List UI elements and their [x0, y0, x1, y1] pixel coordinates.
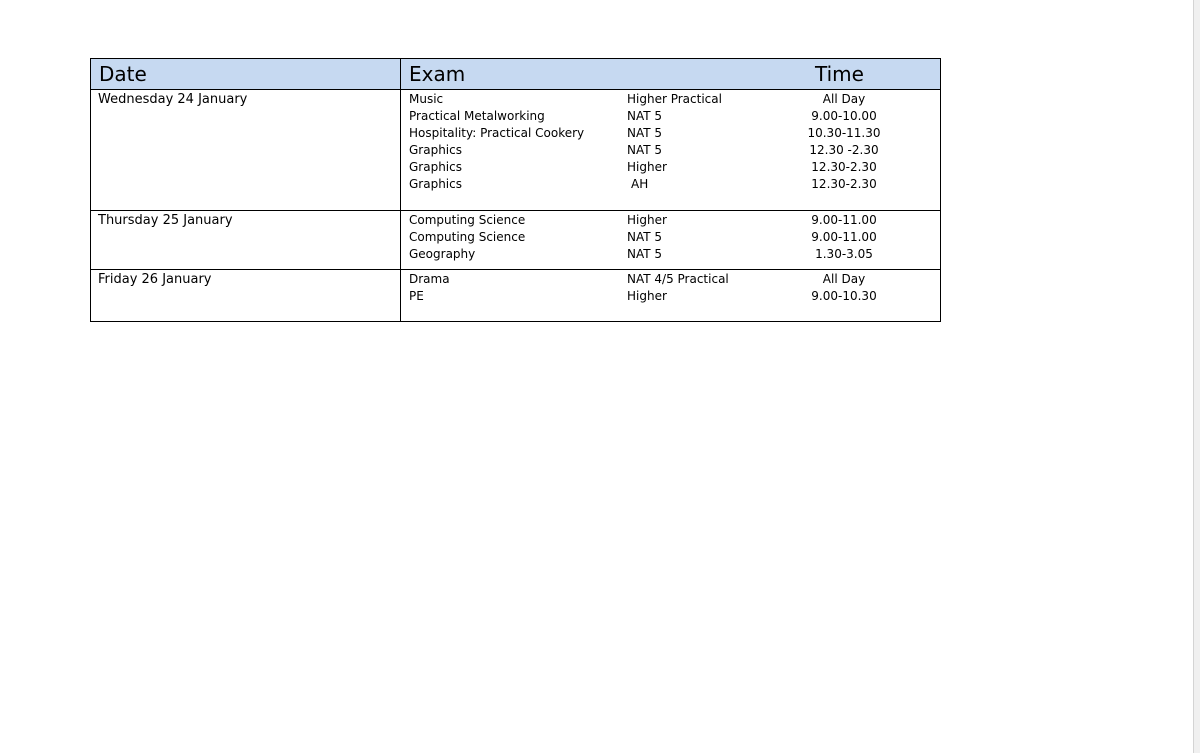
exam-subject: Computing Science [409, 230, 526, 244]
exam-level: NAT 5 [627, 126, 663, 140]
exam-level: AH [631, 177, 649, 191]
exam-time: 9.00-10.30 [811, 289, 877, 303]
exam-subject: Music [409, 92, 444, 106]
exam-time: 12.30 -2.30 [809, 143, 879, 157]
header-exam: Exam [409, 62, 466, 86]
exam-time: 9.00-11.00 [811, 230, 877, 244]
exam-level: NAT 5 [627, 247, 663, 261]
exam-line [401, 159, 940, 176]
exam-line [401, 271, 940, 288]
exam-subject: Geography [409, 247, 476, 261]
exam-time: 1.30-3.05 [815, 247, 873, 261]
table-row [91, 90, 941, 211]
date-cell: Thursday 25 January [91, 211, 401, 270]
exam-level: NAT 5 [627, 109, 663, 123]
exam-time: All Day [822, 92, 866, 106]
exam-line [401, 246, 940, 263]
exam-line [401, 108, 940, 125]
exam-line [401, 176, 940, 193]
exam-subject: Hospitality: Practical Cookery [409, 126, 585, 140]
exam-time: All Day [822, 272, 866, 286]
exam-subject: Computing Science [409, 213, 526, 227]
exam-time: 12.30-2.30 [811, 177, 877, 191]
exam-subject: Graphics [409, 160, 462, 174]
exam-level: Higher [627, 289, 667, 303]
exam-line [401, 229, 940, 246]
exam-subject: Drama [409, 272, 450, 286]
exam-line [401, 212, 940, 229]
header-date: Date [91, 59, 401, 90]
header-exam-time [401, 59, 941, 90]
exam-time: 9.00-10.00 [811, 109, 877, 123]
exam-level: NAT 4/5 Practical [627, 272, 729, 286]
table-row [91, 270, 941, 322]
exam-level: Higher [627, 160, 667, 174]
exam-time: 9.00-11.00 [811, 213, 877, 227]
exam-level: NAT 5 [627, 230, 663, 244]
exam-time: 10.30-11.30 [807, 126, 881, 140]
exam-level: Higher Practical [627, 92, 722, 106]
exam-cell [401, 211, 941, 270]
header-time: Time [815, 62, 864, 86]
date-cell: Friday 26 January [91, 270, 401, 322]
date-cell: Wednesday 24 January [91, 90, 401, 211]
page-right-edge [1193, 0, 1200, 753]
exam-subject: PE [409, 289, 424, 303]
exam-cell [401, 90, 941, 211]
table-header-row [91, 59, 941, 90]
exam-line [401, 125, 940, 142]
exam-line [401, 142, 940, 159]
exam-time: 12.30-2.30 [811, 160, 877, 174]
exam-level: NAT 5 [627, 143, 663, 157]
exam-line [401, 288, 940, 305]
exam-subject: Graphics [409, 143, 462, 157]
table-row [91, 211, 941, 270]
exam-subject: Graphics [409, 177, 462, 191]
exam-line [401, 91, 940, 108]
exam-subject: Practical Metalworking [409, 109, 545, 123]
exam-level: Higher [627, 213, 667, 227]
exam-timetable [90, 58, 941, 322]
exam-cell [401, 270, 941, 322]
